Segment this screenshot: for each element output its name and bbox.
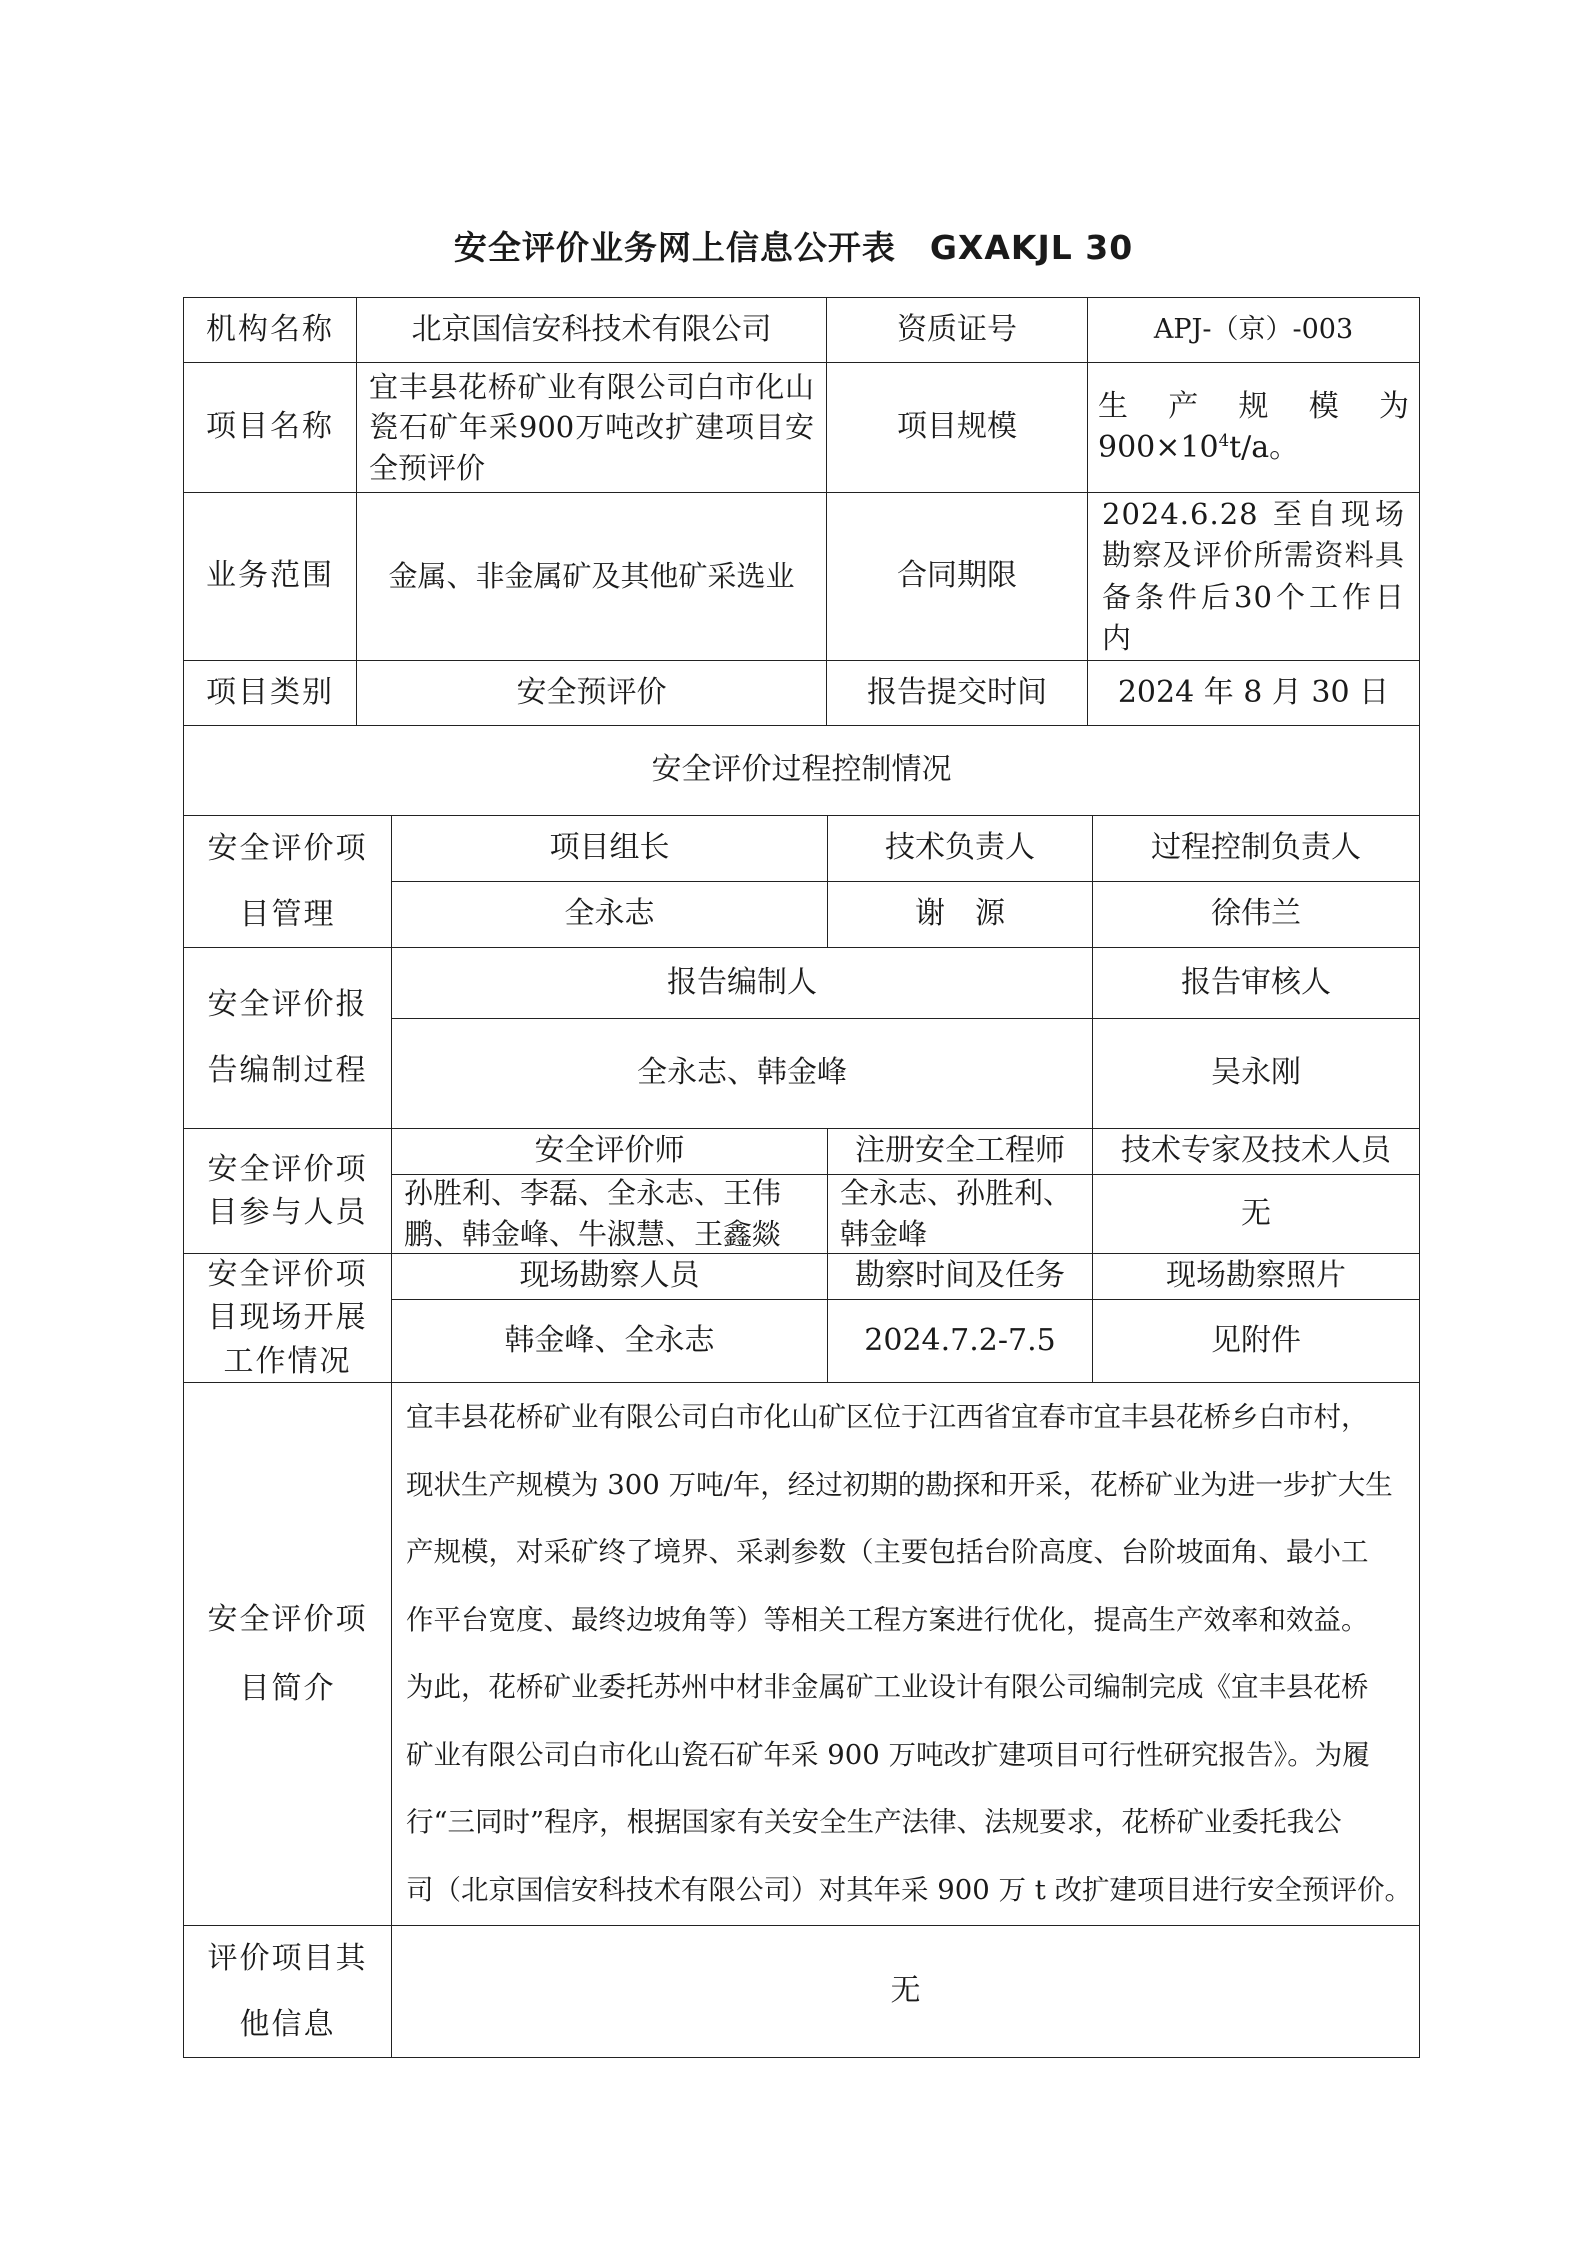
other-value: 无 [391, 1925, 1420, 2058]
participants-header-experts: 技术专家及技术人员 [1092, 1128, 1420, 1175]
summary-text [391, 1382, 1420, 1926]
management-label: 安全评价项目管理 [183, 815, 392, 948]
management-header-leader: 项目组长 [391, 815, 828, 882]
participants-label: 安全评价项目参与人员 [183, 1128, 392, 1254]
control-section-title: 安全评价过程控制情况 [183, 725, 1420, 816]
cert-number: APJ-（京）-003 [1087, 297, 1420, 363]
scale-prefix: 生产规模为 900×10 [1098, 389, 1409, 465]
summary-label: 安全评价项目简介 [183, 1382, 392, 1926]
scope-label: 业务范围 [183, 492, 357, 661]
report-header-author: 报告编制人 [391, 947, 1093, 1019]
project-name-label: 项目名称 [183, 362, 357, 493]
site-header-photos: 现场勘察照片 [1092, 1253, 1420, 1300]
management-tech: 谢 源 [827, 881, 1093, 948]
scope-value: 金属、非金属矿及其他矿采选业 [356, 492, 827, 661]
page-title [0, 222, 1587, 269]
type-value: 安全预评价 [356, 660, 827, 726]
scale-exponent: 4 [1218, 430, 1230, 450]
summary-line: 司（北京国信安科技术有限公司）对其年采 900 万 t 改扩建项目进行安全预评价。 [406, 1873, 1413, 1906]
org-name: 北京国信安科技术有限公司 [356, 297, 827, 363]
project-name: 宜丰县花桥矿业有限公司白市化山瓷石矿年采900万吨改扩建项目安全预评价 [356, 362, 827, 493]
other-label: 评价项目其他信息 [183, 1925, 392, 2058]
summary-line: 为此，花桥矿业委托苏州中材非金属矿工业设计有限公司编制完成《宜丰县花桥 [406, 1671, 1369, 1703]
participants-header-evaluators: 安全评价师 [391, 1128, 828, 1175]
site-header-time: 勘察时间及任务 [827, 1253, 1093, 1300]
report-reviewer: 吴永刚 [1092, 1018, 1420, 1129]
participants-evaluators: 孙胜利、李磊、全永志、王伟鹏、韩金峰、牛淑慧、王鑫燚 [391, 1174, 828, 1254]
submit-date: 2024 年 8 月 30 日 [1087, 660, 1420, 726]
participants-header-engineers: 注册安全工程师 [827, 1128, 1093, 1175]
participants-experts: 无 [1092, 1174, 1420, 1254]
contract-label: 合同期限 [826, 492, 1088, 661]
org-name-label: 机构名称 [183, 297, 357, 363]
summary-line: 产规模，对采矿终了境界、采剥参数（主要包括台阶高度、台阶坡面角、最小工 [406, 1536, 1369, 1568]
site-photos: 见附件 [1092, 1299, 1420, 1383]
project-scale-label: 项目规模 [826, 362, 1088, 493]
site-header-staff: 现场勘察人员 [391, 1253, 828, 1300]
summary-line: 宜丰县花桥矿业有限公司白市化山矿区位于江西省宜春市宜丰县花桥乡白市村， [406, 1401, 1369, 1433]
management-control: 徐伟兰 [1092, 881, 1420, 948]
type-label: 项目类别 [183, 660, 357, 726]
summary-line: 行“三同时”程序，根据国家有关安全生产法律、法规要求，花桥矿业委托我公 [406, 1806, 1342, 1838]
report-header-reviewer: 报告审核人 [1092, 947, 1420, 1019]
site-time: 2024.7.2-7.5 [827, 1299, 1093, 1383]
submit-label: 报告提交时间 [826, 660, 1088, 726]
management-header-tech: 技术负责人 [827, 815, 1093, 882]
scale-suffix: t/a。 [1229, 429, 1300, 465]
management-header-control: 过程控制负责人 [1092, 815, 1420, 882]
cert-label: 资质证号 [826, 297, 1088, 363]
project-scale [1087, 362, 1420, 493]
summary-line: 矿业有限公司白市化山瓷石矿年采 900 万吨改扩建项目可行性研究报告》。为履 [406, 1738, 1370, 1771]
report-authors: 全永志、韩金峰 [391, 1018, 1093, 1129]
site-label: 安全评价项目现场开展工作情况 [183, 1253, 392, 1383]
title-text: 安全评价业务网上信息公开表 [453, 228, 896, 267]
report-label: 安全评价报告编制过程 [183, 947, 392, 1129]
summary-line: 现状生产规模为 300 万吨/年，经过初期的勘探和开采，花桥矿业为进一步扩大生 [406, 1468, 1393, 1501]
title-code: GXAKJL 30 [929, 228, 1134, 267]
management-leader: 全永志 [391, 881, 828, 948]
site-staff: 韩金峰、全永志 [391, 1299, 828, 1383]
summary-line: 作平台宽度、最终边坡角等）等相关工程方案进行优化，提高生产效率和效益。 [406, 1603, 1369, 1636]
participants-engineers: 全永志、孙胜利、韩金峰 [827, 1174, 1093, 1254]
contract-value: 2024.6.28 至自现场勘察及评价所需资料具备条件后30个工作日内 [1087, 492, 1420, 661]
